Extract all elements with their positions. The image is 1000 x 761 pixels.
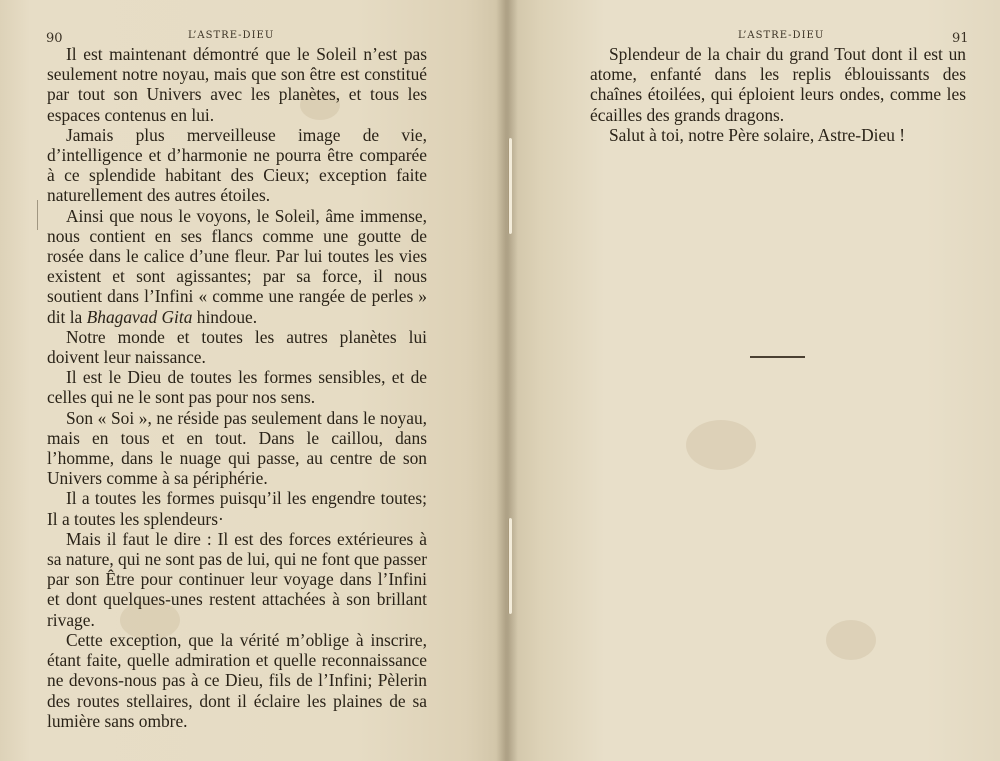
paragraph: Il a toutes les formes puisqu’il les engendre toutes; Il a toutes les splendeurs· — [47, 488, 427, 529]
book-title: Bhagavad Gita — [86, 306, 193, 327]
paragraph: Splendeur de la chair du grand Tout dont il est un atome, enfanté dans les replis éblouissants des chaînes étoilées, qui éploient leurs ondes, comme les écailles des grands dragons. — [590, 44, 966, 125]
binding-stitch — [508, 518, 512, 614]
paragraph: Son « Soi », ne réside pas seulement dans le noyau, mais en tous et en tout. Dans le caillou, dans l’homme, dans le nuage qui passe, au centre de son Univers comme à sa périphérie. — [47, 407, 427, 489]
paragraph: Notre monde et toutes les autres planètes lui doivent leur naissance. — [47, 326, 427, 368]
left-page-text — [47, 44, 427, 731]
paragraph: Cette exception, que la vérité m’oblige à inscrire, étant faite, quelle admiration et quelle reconnaissance ne devons-nous pas à ce Dieu, fils de l’Infini; Pèlerin des routes stellaires, dont il éclaire les plaines de sa lumière sans ombre. — [47, 629, 427, 731]
end-divider-rule — [750, 356, 805, 358]
paragraph: Il est le Dieu de toutes les formes sensibles, et de celles qui ne le sont pas pour nos sens. — [47, 367, 427, 408]
left-page-number: 90 — [46, 31, 63, 46]
binding-stitch — [508, 138, 512, 234]
paragraph-text: Ainsi que nous le voyons, le Soleil, âme immense, nous contient en ses flancs comme une goutte de rosée dans le calice d’une fleur. Par lui toutes les vies existent et sont agissantes; par sa force, il nous soutient dans l’Infini « comme une rangée de perles » dit la — [47, 205, 427, 327]
paragraph: Il est maintenant démontré que le Soleil n’est pas seulement notre noyau, mais que son être est constitué par tout son Univers avec les planètes, et tous les espaces contenus en lui. — [47, 44, 427, 125]
paragraph: Salut à toi, notre Père solaire, Astre-Dieu ! — [609, 124, 906, 145]
paragraph: Mais il faut le dire : Il est des forces extérieures à sa nature, qui ne sont pas de lui, qui ne font que passer par son Être pour continuer leur voyage dans l’Infini et dont quelques-unes restent attachées à son brillant rivage. — [47, 528, 427, 630]
margin-pencil-mark — [37, 200, 38, 230]
left-running-head: L’ASTRE-DIEU — [188, 30, 275, 41]
paragraph: Jamais plus merveilleuse image de vie, d’intelligence et d’harmonie ne pourra être comparée à ce splendide habitant des Cieux; exception faite naturellement des autres étoiles. — [47, 124, 427, 206]
paragraph — [47, 206, 427, 327]
right-running-head: L’ASTRE-DIEU — [738, 30, 825, 41]
paragraph-text: hindoue. — [192, 306, 258, 327]
right-page-number: 91 — [952, 31, 969, 46]
gutter — [496, 0, 518, 761]
right-page-text — [590, 44, 966, 145]
